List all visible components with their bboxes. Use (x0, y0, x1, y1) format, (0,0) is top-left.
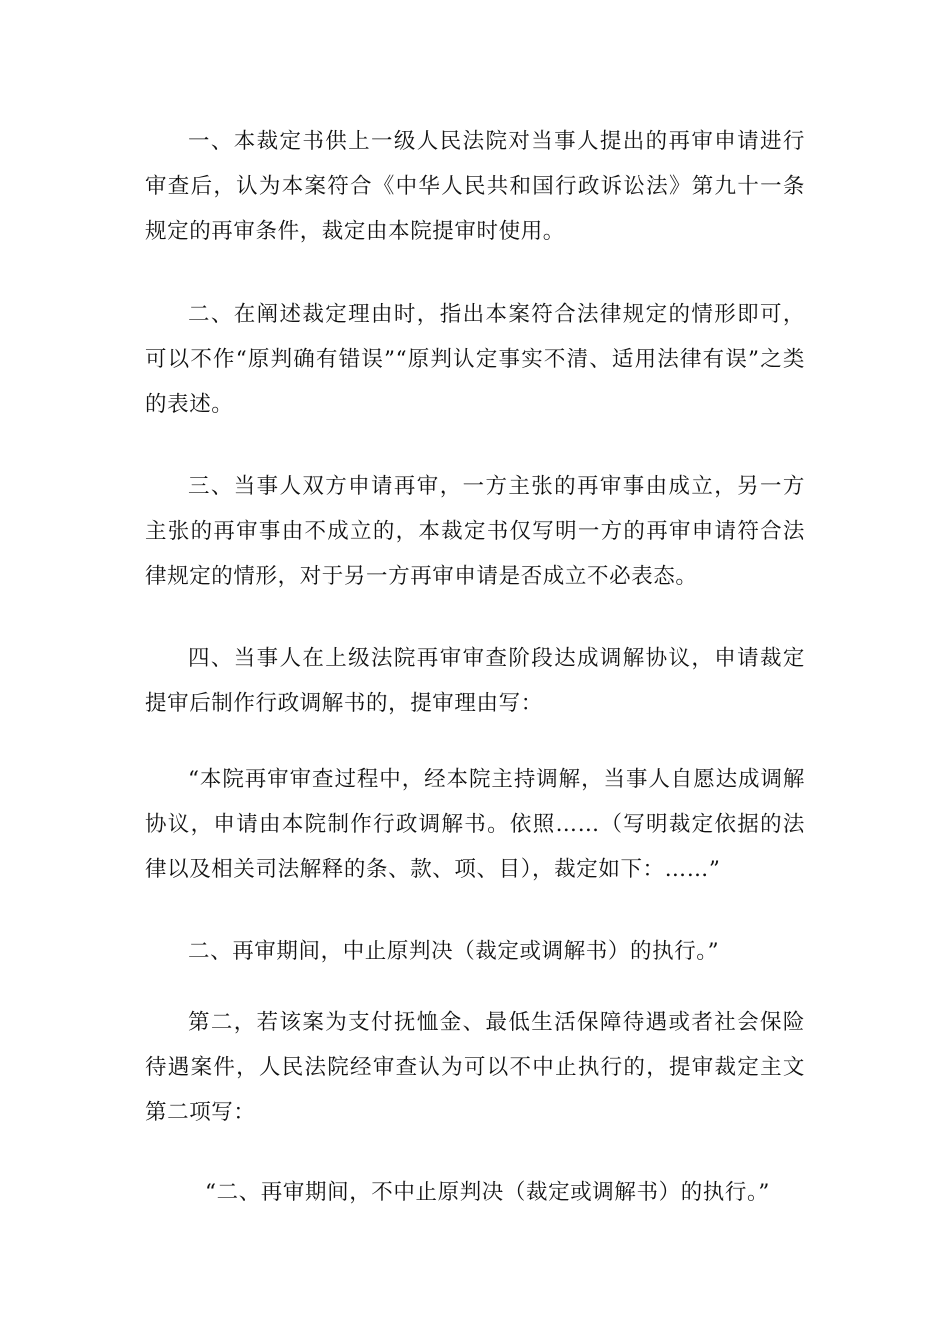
paragraph-6: 二、再审期间，中止原判决（裁定或调解书）的执行。” (188, 939, 720, 964)
paragraph-2: 二、在阐述裁定理由时，指出本案符合法律规定的情形即可，可以不作“原判确有错误”“原判认定事实不清、适用法律有误”之类的表述。 (145, 302, 805, 417)
paragraph-3: 三、当事人双方申请再审，一方主张的再审事由成立，另一方主张的再审事由不成立的，本裁定书仅写明一方的再审申请符合法律规定的情形，对于另一方再审申请是否成立不必表态。 (145, 474, 805, 589)
paragraph-1: 一、本裁定书供上一级人民法院对当事人提出的再审申请进行审查后，认为本案符合《中华人民共和国行政诉讼法》第九十一条规定的再审条件，裁定由本院提审时使用。 (145, 129, 805, 244)
paragraph-7: 第二，若该案为支付抚恤金、最低生活保障待遇或者社会保险待遇案件，人民法院经审查认为可以不中止执行的，提审裁定主文第二项写： (145, 1010, 805, 1125)
paragraph-8-quote: “二、再审期间，不中止原判决（裁定或调解书）的执行。” (205, 1180, 770, 1205)
paragraph-4: 四、当事人在上级法院再审审查阶段达成调解协议，申请裁定提审后制作行政调解书的，提审理由写： (145, 646, 805, 716)
paragraph-5-quote: “本院再审审查过程中，经本院主持调解，当事人自愿达成调解协议，申请由本院制作行政调解书。依照……（写明裁定依据的法律以及相关司法解释的条、款、项、目），裁定如下：……” (145, 767, 805, 882)
